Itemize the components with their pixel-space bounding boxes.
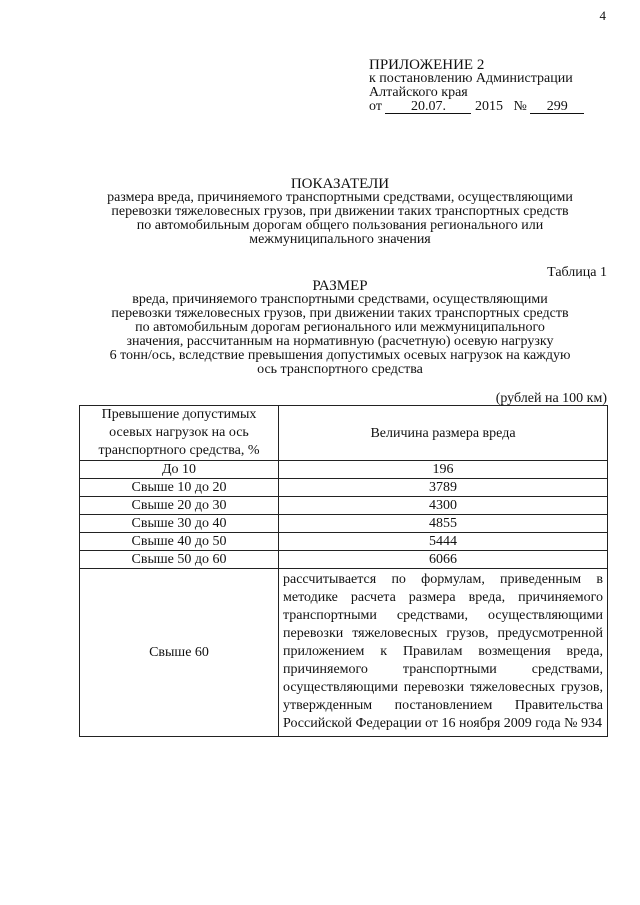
appendix-block [369,58,584,114]
size-line: 6 тонн/ось, вследствие превышения допустимых осевых нагрузок на каждую [109,348,571,363]
indicators-block [60,177,620,247]
indicators-line: перевозки тяжеловесных грузов, при движении таких транспортных средств [111,204,569,219]
page-number: 4 [599,8,606,23]
indicators-line: по автомобильным дорогам общего пользования регионального или [136,218,544,233]
appendix-date: 20.07. [385,100,471,114]
value-cell: 4300 [279,497,608,515]
harm-table [79,405,608,737]
size-line: вреда, причиняемого транспортными средствами, осуществляющими [132,292,548,307]
table-row-last [80,569,608,737]
number-sign: № [513,99,527,114]
indicators-title: ПОКАЗАТЕЛИ [290,176,390,192]
range-cell: Свыше 10 до 20 [80,479,279,497]
size-line: по автомобильным дорогам регионального или межмуниципального [135,320,545,335]
appendix-year: 2015 [474,99,503,114]
appendix-number: 299 [530,100,584,114]
size-line: значения, рассчитанным на нормативную (расчетную) осевую нагрузку [126,334,554,349]
indicators-line: межмуниципального значения [249,232,431,247]
table-row [80,461,608,479]
value-cell: 4855 [279,515,608,533]
size-line: ось транспортного средства [257,362,423,377]
table-row [80,479,608,497]
header-harm-value: Величина размера вреда [279,406,608,461]
value-cell: 3789 [279,479,608,497]
value-cell: 196 [279,461,608,479]
appendix-line-1: к постановлению Администрации [369,71,573,86]
appendix-date-line [369,100,584,114]
from-label: от [369,99,382,114]
table-label: Таблица 1 [547,265,607,280]
value-cell-formula: рассчитывается по формулам, приведенным в методике расчета размера вреда, причиняемого транспортными средствами, осуществляющими перевозки тяжеловесных грузов, предусмотренной приложением к Правилам возмещения вреда, причиняемого транспортными средствами, осуществляющими перевозки тяжеловесных грузов, утвержденным постановлением Правительства Российской Федерации от 16 ноября 2009 года № 934 [279,569,608,737]
appendix-line-2: Алтайского края [369,85,468,100]
table-header-row [80,406,608,461]
range-cell: Свыше 60 [80,569,279,737]
appendix-title: ПРИЛОЖЕНИЕ 2 [369,57,485,73]
table-row [80,551,608,569]
table-row [80,515,608,533]
table-row [80,533,608,551]
header-overload: Превышение допустимых осевых нагрузок на ось транспортного средства, % [80,406,279,461]
table-row [80,497,608,515]
range-cell: До 10 [80,461,279,479]
value-cell: 5444 [279,533,608,551]
range-cell: Свыше 40 до 50 [80,533,279,551]
size-block [60,279,620,377]
size-line: перевозки тяжеловесных грузов, при движении таких транспортных средств [111,306,569,321]
range-cell: Свыше 30 до 40 [80,515,279,533]
range-cell: Свыше 50 до 60 [80,551,279,569]
size-title: РАЗМЕР [312,278,368,294]
value-cell: 6066 [279,551,608,569]
range-cell: Свыше 20 до 30 [80,497,279,515]
units-label: (рублей на 100 км) [495,391,607,406]
indicators-line: размера вреда, причиняемого транспортными средствами, осуществляющими [107,190,573,205]
